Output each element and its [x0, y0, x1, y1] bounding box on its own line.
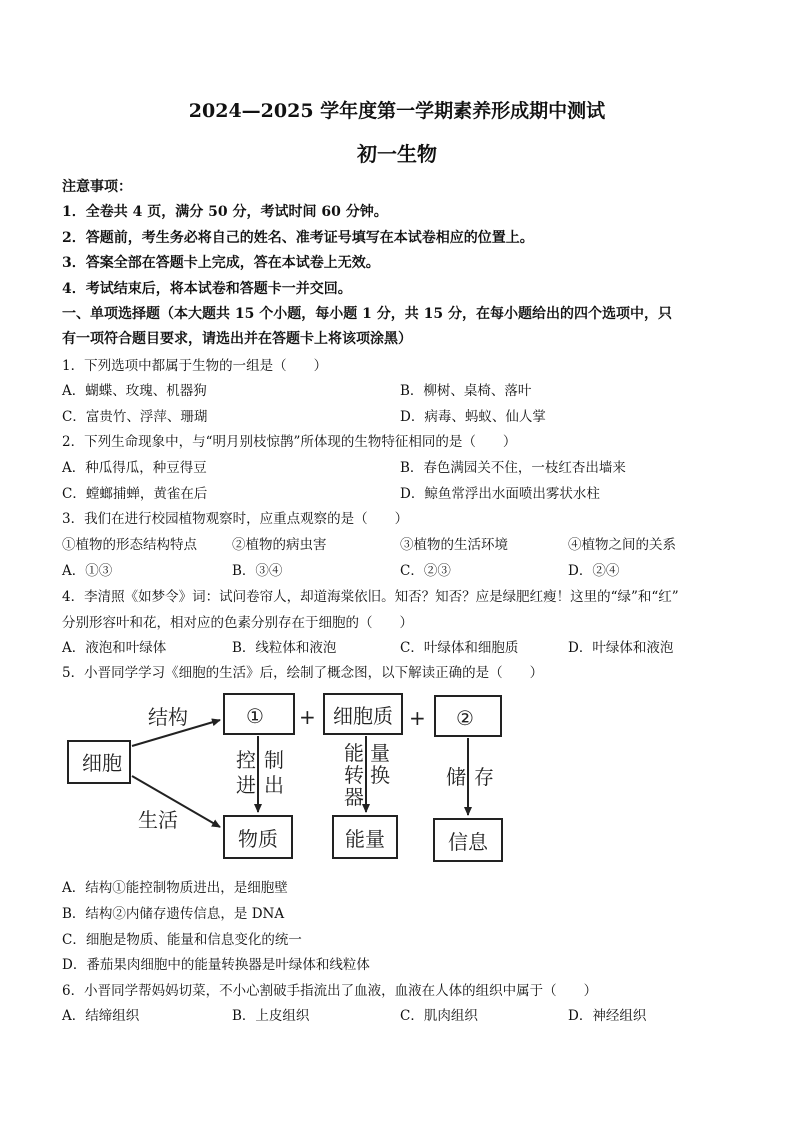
option-c: C．细胞是物质、能量和信息变化的统一: [62, 932, 302, 948]
question-stem: 6．小晋同学帮妈妈切菜，不小心割破手指流出了血液，血液在人体的组织中属于（ ）: [62, 983, 598, 999]
notice-item: 4．考试结束后，将本试卷和答题卡一并交回。: [62, 281, 352, 297]
option-d: D．神经组织: [568, 1008, 647, 1024]
diagram-label: 进: [236, 773, 256, 797]
notice-item: 3．答案全部在答题卡上完成，答在本试卷上无效。: [62, 255, 380, 271]
option-a: A．液泡和叶绿体: [62, 640, 167, 656]
option-b: B．春色满园关不住，一枝红杏出墙来: [400, 460, 626, 476]
notice-item: 1．全卷共 4 页，满分 50 分，考试时间 60 分钟。: [62, 204, 388, 220]
option-c: C．②③: [400, 563, 451, 579]
question-stem: 3．我们在进行校园植物观察时，应重点观察的是（ ）: [62, 511, 409, 527]
diagram-label: 物质: [238, 827, 278, 851]
option-d: D．番茄果肉细胞中的能量转换器是叶绿体和线粒体: [62, 957, 370, 973]
exam-subject: 初一生物: [357, 142, 437, 166]
diagram-label: 量: [370, 741, 390, 765]
option-a: A．结缔组织: [62, 1008, 140, 1024]
diagram-label: 器: [344, 785, 364, 809]
option-d: D．鲸鱼常浮出水面喷出雾状水柱: [400, 486, 600, 502]
diagram-label: 结构: [148, 705, 188, 729]
diagram-label: 能: [344, 741, 364, 765]
statement-3: ③植物的生活环境: [400, 537, 508, 553]
exam-title: 2024—2025 学年度第一学期素养形成期中测试: [188, 100, 606, 122]
option-a: A．种瓜得瓜，种豆得豆: [62, 460, 207, 476]
option-b: B．柳树、桌椅、落叶: [400, 383, 532, 399]
option-b: B．上皮组织: [232, 1008, 310, 1024]
option-c: C．螳螂捕蝉，黄雀在后: [62, 486, 208, 502]
section-heading-cont: 有一项符合题目要求，请选出并在答题卡上将该项涂黑）: [62, 331, 412, 347]
question-stem: 2．下列生命现象中，与“明月别枝惊鹊”所体现的生物特征相同的是（ ）: [62, 434, 517, 450]
diagram-label: 控: [236, 748, 256, 772]
diagram-label: 存: [474, 765, 494, 789]
diagram-label: +: [409, 706, 426, 730]
diagram-label: 能量: [345, 827, 385, 851]
diagram-label: 制: [264, 748, 284, 772]
cell-concept-diagram: [60, 684, 520, 868]
option-c: C．肌肉组织: [400, 1008, 478, 1024]
option-d: D．叶绿体和液泡: [568, 640, 674, 656]
diagram-label: 信息: [448, 830, 488, 854]
option-a: A．蝴蝶、玫瑰、机器狗: [62, 383, 207, 399]
diagram-label: 出: [264, 773, 284, 797]
question-stem: 1．下列选项中都属于生物的一组是（ ）: [62, 358, 328, 374]
option-d: D．病毒、蚂蚁、仙人掌: [400, 409, 546, 425]
diagram-label: 储: [446, 765, 466, 789]
option-c: C．叶绿体和细胞质: [400, 640, 519, 656]
question-stem: 5．小晋同学学习《细胞的生活》后，绘制了概念图，以下解读正确的是（ ）: [62, 665, 544, 681]
option-b: B．结构②内储存遗传信息，是 DNA: [62, 906, 285, 922]
option-d: D．②④: [568, 563, 620, 579]
notice-heading: 注意事项：: [62, 179, 132, 195]
statement-2: ②植物的病虫害: [232, 537, 327, 553]
question-stem-cont: 分别形容叶和花，相对应的色素分别存在于细胞的（ ）: [62, 615, 413, 631]
diagram-label: 生活: [138, 808, 178, 832]
option-b: B．线粒体和液泡: [232, 640, 337, 656]
diagram-label: 转: [344, 763, 364, 787]
option-a: A．①③: [62, 563, 113, 579]
diagram-label: +: [299, 705, 316, 729]
statement-1: ①植物的形态结构特点: [62, 537, 197, 553]
option-a: A．结构①能控制物质进出，是细胞壁: [62, 880, 288, 896]
question-stem: 4．李清照《如梦令》词：试问卷帘人，却道海棠依旧。知否？知否？应是绿肥红瘦！这里的“绿”和“红”: [62, 589, 679, 605]
diagram-label: 细胞质: [333, 704, 393, 728]
notice-item: 2．答题前，考生务必将自己的姓名、准考证号填写在本试卷相应的位置上。: [62, 230, 534, 246]
diagram-label: 细胞: [82, 751, 122, 775]
option-b: B．③④: [232, 563, 283, 579]
diagram-label: ②: [456, 706, 474, 730]
diagram-label: 换: [370, 763, 390, 787]
statement-4: ④植物之间的关系: [568, 537, 676, 553]
section-heading: 一、单项选择题（本大题共 15 个小题，每小题 1 分，共 15 分，在每小题给出的四个选项中，只: [62, 306, 672, 322]
diagram-label: ①: [246, 704, 264, 728]
option-c: C．富贵竹、浮萍、珊瑚: [62, 409, 208, 425]
